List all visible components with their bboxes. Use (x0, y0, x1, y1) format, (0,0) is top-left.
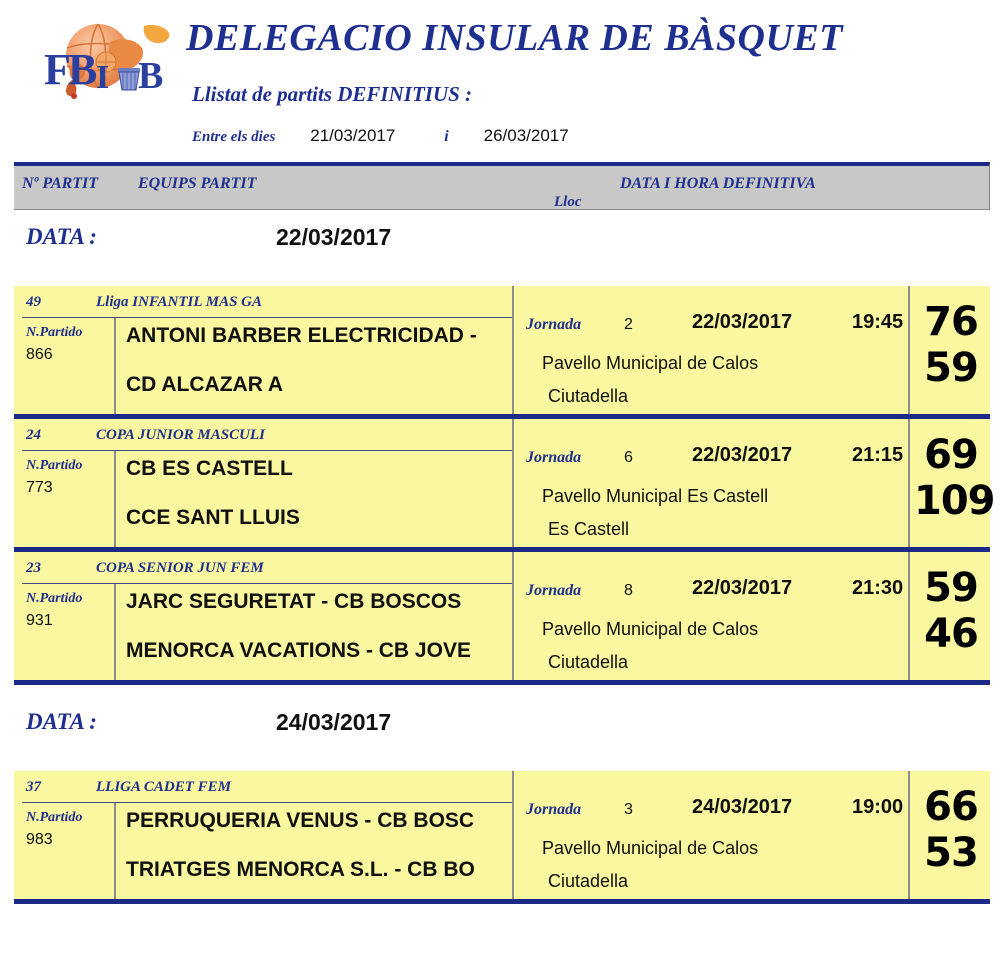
competition-divider (22, 802, 512, 803)
date-group-heading (0, 224, 1000, 264)
schedule-column-divider (512, 419, 514, 547)
svg-text:B: B (138, 55, 164, 97)
match-row[interactable] (14, 419, 995, 552)
score-column-divider (908, 552, 910, 680)
away-score: 46 (924, 611, 978, 657)
partido-column-divider (114, 318, 116, 414)
match-number: 23 (26, 560, 41, 576)
away-team-name: CD ALCAZAR A (126, 373, 284, 396)
partido-id-value: 773 (26, 479, 53, 496)
jornada-value: 6 (624, 449, 633, 466)
page-title: DELEGACIO INSULAR DE BÀSQUET (186, 17, 843, 59)
competition-divider (22, 317, 512, 318)
venue-name: Pavello Municipal de Calos (542, 353, 759, 373)
home-team-name: CB ES CASTELL (126, 457, 293, 480)
date-label: DATA : (26, 224, 97, 249)
page-header (0, 0, 1000, 158)
fbib-logo (38, 12, 178, 104)
jornada-label: Jornada (526, 801, 582, 818)
column-header-num-partit: Nº PARTIT (22, 175, 99, 192)
date-range (192, 126, 569, 148)
score-column-divider (908, 286, 910, 414)
match-row[interactable] (14, 771, 990, 904)
home-team-name: PERRUQUERIA VENUS - CB BOSC (126, 809, 475, 832)
score-column-divider (908, 419, 910, 547)
match-time: 21:15 (852, 444, 904, 466)
partido-id-label: N.Partido (26, 591, 83, 606)
competition-divider (22, 450, 512, 451)
away-score: 59 (924, 345, 978, 391)
match-number: 24 (26, 427, 41, 443)
away-team-name: MENORCA VACATIONS - CB JOVE (126, 639, 471, 662)
match-row[interactable] (14, 552, 990, 685)
column-header-data-i-hora: DATA I HORA DEFINITIVA (620, 175, 816, 192)
venue-name: Pavello Municipal de Calos (542, 838, 759, 858)
match-number: 37 (26, 779, 41, 795)
venue-name: Pavello Municipal de Calos (542, 619, 759, 639)
match-date: 22/03/2017 (692, 311, 793, 333)
jornada-label: Jornada (526, 582, 582, 599)
partido-id-label: N.Partido (26, 458, 83, 473)
match-date: 24/03/2017 (692, 796, 793, 818)
away-team-name: CCE SANT LLUIS (126, 506, 300, 529)
partido-id-value: 866 (26, 346, 53, 363)
match-time: 19:00 (852, 796, 904, 818)
date-group-heading (0, 709, 1000, 749)
date-range-from: 21/03/2017 (310, 126, 396, 145)
home-team-name: JARC SEGURETAT - CB BOSCOS (126, 590, 462, 613)
column-header-equips: EQUIPS PARTIT (138, 175, 257, 192)
home-score: 59 (924, 565, 978, 611)
date-range-label: Entre els dies (192, 129, 276, 145)
jornada-value: 8 (624, 582, 633, 599)
competition-name: Lliga INFANTIL MAS GA (96, 294, 263, 310)
match-number: 49 (26, 294, 41, 310)
venue-city: Ciutadella (548, 652, 629, 672)
jornada-label: Jornada (526, 449, 582, 466)
jornada-label: Jornada (526, 316, 582, 333)
svg-text:F: F (44, 45, 71, 94)
venue-city: Es Castell (548, 519, 630, 539)
match-date: 22/03/2017 (692, 444, 793, 466)
competition-name: LLIGA CADET FEM (96, 779, 232, 795)
away-score: 53 (924, 830, 978, 876)
away-score: 109 (914, 478, 995, 524)
competition-name: COPA JUNIOR MASCULI (96, 427, 265, 443)
home-score: 66 (924, 784, 978, 830)
match-row[interactable] (14, 286, 990, 419)
match-time: 19:45 (852, 311, 904, 333)
competition-name: COPA SENIOR JUN FEM (96, 560, 264, 576)
svg-text:I: I (96, 59, 110, 96)
table-column-header (14, 162, 990, 210)
score-column-divider (908, 771, 910, 899)
jornada-value: 3 (624, 801, 633, 818)
home-score: 69 (924, 432, 978, 478)
column-header-lloc: Lloc (554, 194, 582, 210)
partido-id-label: N.Partido (26, 325, 83, 340)
schedule-column-divider (512, 771, 514, 899)
svg-text:B: B (68, 45, 98, 94)
partido-id-value: 983 (26, 831, 53, 848)
venue-city: Ciutadella (548, 386, 629, 406)
venue-name: Pavello Municipal Es Castell (542, 486, 769, 506)
home-score: 76 (924, 299, 978, 345)
venue-city: Ciutadella (548, 871, 629, 891)
date-range-separator: i (444, 128, 449, 145)
competition-divider (22, 583, 512, 584)
partido-column-divider (114, 451, 116, 547)
home-team-name: ANTONI BARBER ELECTRICIDAD - (126, 324, 477, 347)
match-time: 21:30 (852, 577, 904, 599)
partido-column-divider (114, 803, 116, 899)
schedule-column-divider (512, 286, 514, 414)
away-team-name: TRIATGES MENORCA S.L. - CB BO (126, 858, 475, 881)
partido-column-divider (114, 584, 116, 680)
schedule-column-divider (512, 552, 514, 680)
page-subtitle: Llistat de partits DEFINITIUS : (192, 82, 473, 106)
date-range-to: 26/03/2017 (483, 126, 569, 145)
match-date: 22/03/2017 (692, 577, 793, 599)
partido-id-value: 931 (26, 612, 53, 629)
date-value: 22/03/2017 (276, 224, 392, 250)
partido-id-label: N.Partido (26, 810, 83, 825)
date-label: DATA : (26, 709, 97, 734)
date-value: 24/03/2017 (276, 709, 392, 735)
jornada-value: 2 (624, 316, 633, 333)
